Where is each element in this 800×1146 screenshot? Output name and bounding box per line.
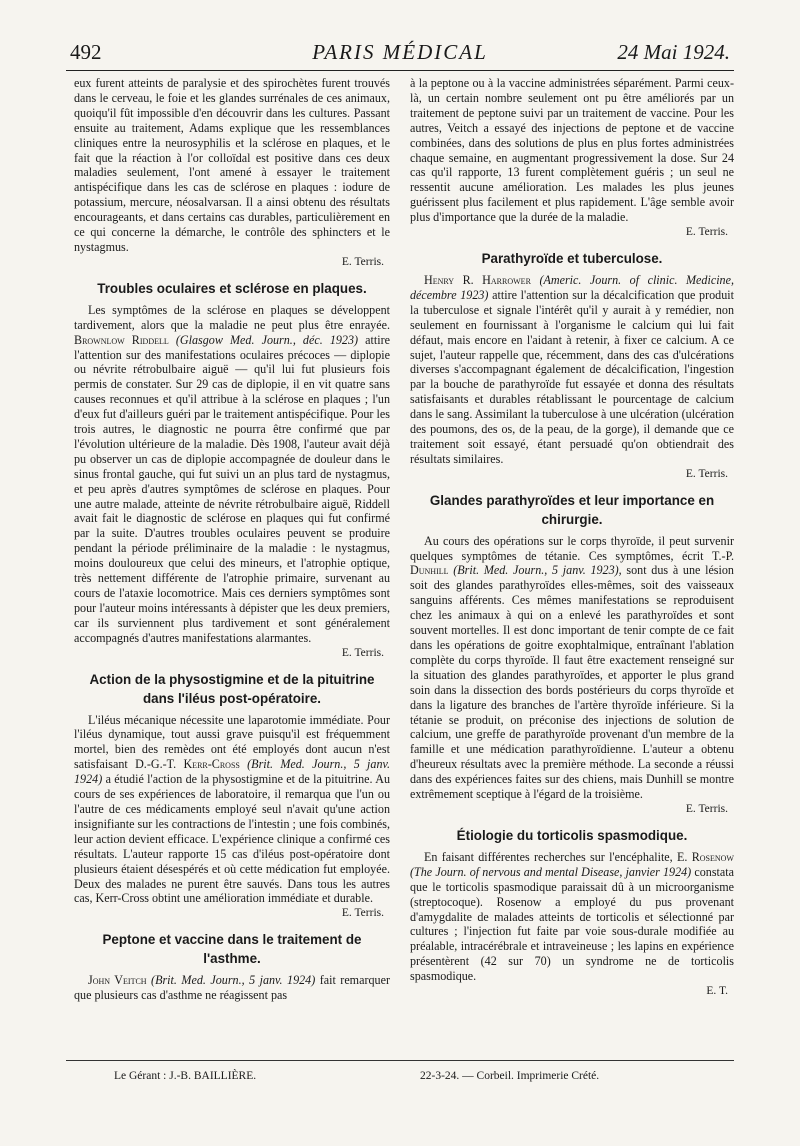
footer-rule: [66, 1060, 734, 1061]
article-title: Peptone et vaccine dans le traitement de l'asthme.: [102, 932, 362, 967]
author-name: T.-P. Dunhill: [410, 548, 734, 578]
page-header: [66, 36, 734, 71]
reference: (Brit. Med. Journ., 5 janv. 1923),: [453, 563, 622, 578]
article-title: Parathyroïde et tuberculose.: [481, 250, 663, 266]
reference: (Brit. Med. Journ., 5 janv. 1924): [151, 973, 316, 988]
right-column: [410, 76, 734, 999]
reference: (Brit. Med. Journ., 5 janv. 1924): [74, 757, 390, 787]
issue-date: 24 Mai 1924.: [617, 40, 730, 64]
signature: E. Terris.: [685, 226, 728, 239]
article-paragraph: Au cours des opérations sur le corps thyroïde, il peut survenir quelques symptômes de tétanie. Ces symptômes, écrit T.-P. Dunhill (Brit. Med. Journ., 5 janv. 1923), sont dus à une lésion soit des glandes parathyroïdes elles-mêmes, soit des vaisseaux sanguins afférents. Ces mêmes manifestations se reproduisent chez les animaux à qui on a enlevé les parathyroïdes et sont souvent mortelles. Il est donc important de tenir compte de ce fait dans les opérations de goitre exophtalmique, entraînant l'ablation complète du corps thyroïde. Il faut être exactement renseigné sur la situation des glandes parathyroïdes, et apporter le plus grand soin dans la dissection des bords postérieurs du corps thyroïde et dans la ligature des branches de l'artère thyroïde inférieure. Si la tétanie se produit, on préconise des injections de solution de calcium, une greffe de parathyroïde provenant d'un membre de la famille et une médication parathyroïdienne. L'auteur a obtenu d'heureux résultats avec la première méthode. La seconde a réussi dans des expériences faites sur des chiens, mais Dunhill se montre extrêmement sceptique à l'égard de la troisième.: [410, 533, 734, 802]
article-title: Étiologie du torticolis spasmodique.: [456, 827, 688, 843]
signature: E. T.: [706, 985, 728, 998]
printer-imprint: 22-3-24. — Corbeil. Imprimerie Crété.: [420, 1070, 600, 1082]
signature: E. Terris.: [341, 646, 384, 659]
article-paragraph: En faisant différentes recherches sur l'encéphalite, E. Rosenow (The Journ. of nervous and mental Disease, janvier 1924) constata que le torticolis spasmodique paraissait dû à un microorganisme (streptocoque). Rosenow a employé du pus provenant d'amygdalite de malades atteints de torticolis et sélectionné par cultures ; l'injection fut faite par voie sous-durale modifiée au préalable, intracérébrale et intraveineuse ; les lapins en expérience présentèrent (42 sur 70) un syndrome ne de torticolis spasmodique.: [410, 849, 734, 984]
reference: (Americ. Journ. of clinic. Medicine, décembre 1923): [410, 272, 734, 302]
author-name: E. Rosenow: [677, 849, 734, 864]
left-column: [74, 76, 390, 1003]
author-name: D.-G.-T. Kerr-Cross: [135, 757, 240, 772]
author-name: John Veitch: [88, 973, 147, 988]
signature: E. Terris.: [341, 907, 384, 920]
continued-paragraph: à la peptone ou à la vaccine administrées séparément. Parmi ceux-là, un certain nombre seulement ont pu être améliorés par un traitement de peptone suivi par un traitement de vaccine. Pour les autres, Veitch a essayé des injections de peptone et de vaccine combinées, dans des solutions de plus en plus fortes administrées chaque semaine, en augmentant progressivement la dose. Sur 24 cas qu'il rapporte, 13 furent complètement guéris ; un seul ne ressentit aucune amélioration. Les malades les plus jeunes guérissent plus facilement et plus rapidement. L'âge semble avoir plus d'importance que la durée de la maladie.: [410, 76, 734, 225]
publisher-manager: Le Gérant : J.-B. BAILLIÈRE.: [114, 1070, 257, 1082]
author-name: Henry R. Harrower: [424, 272, 531, 287]
journal-title: PARIS MÉDICAL: [312, 40, 488, 64]
reference: (Glasgow Med. Journ., déc. 1923): [175, 332, 359, 347]
article-title: Action de la physostigmine et de la pituitrine dans l'iléus post-opératoire.: [89, 671, 375, 706]
signature: E. Terris.: [685, 467, 728, 480]
continued-paragraph: eux furent atteints de paralysie et des spirochètes furent trouvés dans le cerveau, le foie et les glandes surrénales de ces animaux, quoiqu'il fût impossible d'en découvrir dans les cultures. Passant ensuite au traitement, Adams explique que les ressemblances cliniques entre la neurosyphilis et la sclérose en plaques, et le fait que la réaction à l'or colloïdal est positive dans ces deux maladies seulement, l'ont amené à essayer le traitement antispécifique dans les cas de sclérose en plaques : iodure de potassium, mercure, néosalvarsan. Il a ainsi obtenu des résultats encourageants, et dans certains cas durables, particulièrement en ce qui concerne la démarche, le contrôle des sphincters et le nystagmus.: [74, 76, 390, 254]
article-paragraph: John Veitch (Brit. Med. Journ., 5 janv. 1924) fait remarquer que plusieurs cas d'asthme ne réagissent pas: [74, 973, 390, 1003]
author-name: Brownlow Riddell: [74, 332, 169, 347]
signature: E. Terris.: [341, 255, 384, 268]
page-number: 492: [70, 40, 102, 64]
signature: E. Terris.: [685, 802, 728, 815]
article-paragraph: Henry R. Harrower (Americ. Journ. of clinic. Medicine, décembre 1923) attire l'attention sur la décalcification que produit la tuberculose et signale l'intérêt qu'il y aurait à y remédier, non seulement en fournissant à l'organisme le calcium qui lui fait défaut, mais encore en l'aidant à retenir, à fixer ce calcium. A ce sujet, l'auteur rappelle que, récemment, dans des cas d'ulcérations diverses s'accompagnant également de décalcification, l'ingestion par la bouche de parathyroïde fut essayée et donna des résultats satisfaisants et durables rétablissant le pourcentage de calcium dans le sang. Assimilant la tuberculose à une ulcération (ulcération des poumons, des os, de la peau, de la gorge), il demande que ce traitement soit essayé, étant persuadé qu'on obtiendrait des résultats similaires.: [410, 272, 734, 466]
article-paragraph: L'iléus mécanique nécessite une laparotomie immédiate. Pour l'iléus dynamique, tout aussi grave puisqu'il est fréquemment mortel, bien des remèdes ont été employés dont aucun n'est satisfaisant D.-G.-T. Kerr-Cross (Brit. Med. Journ., 5 janv. 1924) a étudié l'action de la physostigmine et de la pituitrine. Au cours de ses expériences de laboratoire, il remarqua que l'un ou l'autre de ces médicaments employé seul n'avait qu'une action insignifiante sur les contractions de l'intestin ; une fois combinés, leur action devient efficace. L'expérience clinique a confirmé ces résultats. L'auteur rapporte 15 cas d'iléus post-opératoire dont plusieurs étaient désespérés et où cette médication fut employée. Deux des malades ne purent être sauvés. Dans tous les autres cas, Kerr-Cross obtint une amélioration immédiate et durable.: [74, 712, 390, 906]
reference: (The Journ. of nervous and mental Disease, janvier 1924): [410, 864, 692, 879]
article-paragraph: Les symptômes de la sclérose en plaques se développent tardivement, alors que la maladie ne peut plus être enrayée. Brownlow Riddell (Glasgow Med. Journ., déc. 1923) attire l'attention sur des manifestations oculaires précoces — diplopie ou névrite rétrobulbaire aiguë — qu'il lui fut plusieurs fois permis de constater. Sur 29 cas de diplopie, il en vit quatre sans causes reconnues et qu'il attribue à la sclérose en plaques ; l'un d'eux fut d'ailleurs guéri par le traitement antispécifique. Pour les trois autres, le diagnostic ne pourra être confirmé que par l'évolution ultérieure de la maladie. Dès 1908, l'auteur avait déjà pu observer un cas de diplopie accompagnée de douleur dans le sinus frontal gauche, qui fut suivi un an plus tard de nystagmus, et peu après d'autres symptômes de sclérose en plaques. Pour une autre malade, atteinte de névrite rétrobulbaire aiguë, Riddell avait fait le diagnostic de sclérose en plaques qui fut confirmé par la suite. D'autres troubles oculaires peuvent se produire pendant la période préliminaire de la maladie : le nystagmus, moins douloureux que celui des mineurs, et l'atrophie optique, très nettement différente de l'atrophie primaire, survenant au cours de l'ataxie locomotrice. Mais ces derniers symptômes sont pour l'auteur moins intéressants à dépister que les deux premiers, car ils surviennent plus tardivement et sont généralement accompagnés d'autres manifestations alarmantes.: [74, 302, 390, 645]
article-title: Troubles oculaires et sclérose en plaques.: [97, 280, 367, 296]
article-title: Glandes parathyroïdes et leur importance en chirurgie.: [429, 492, 715, 527]
